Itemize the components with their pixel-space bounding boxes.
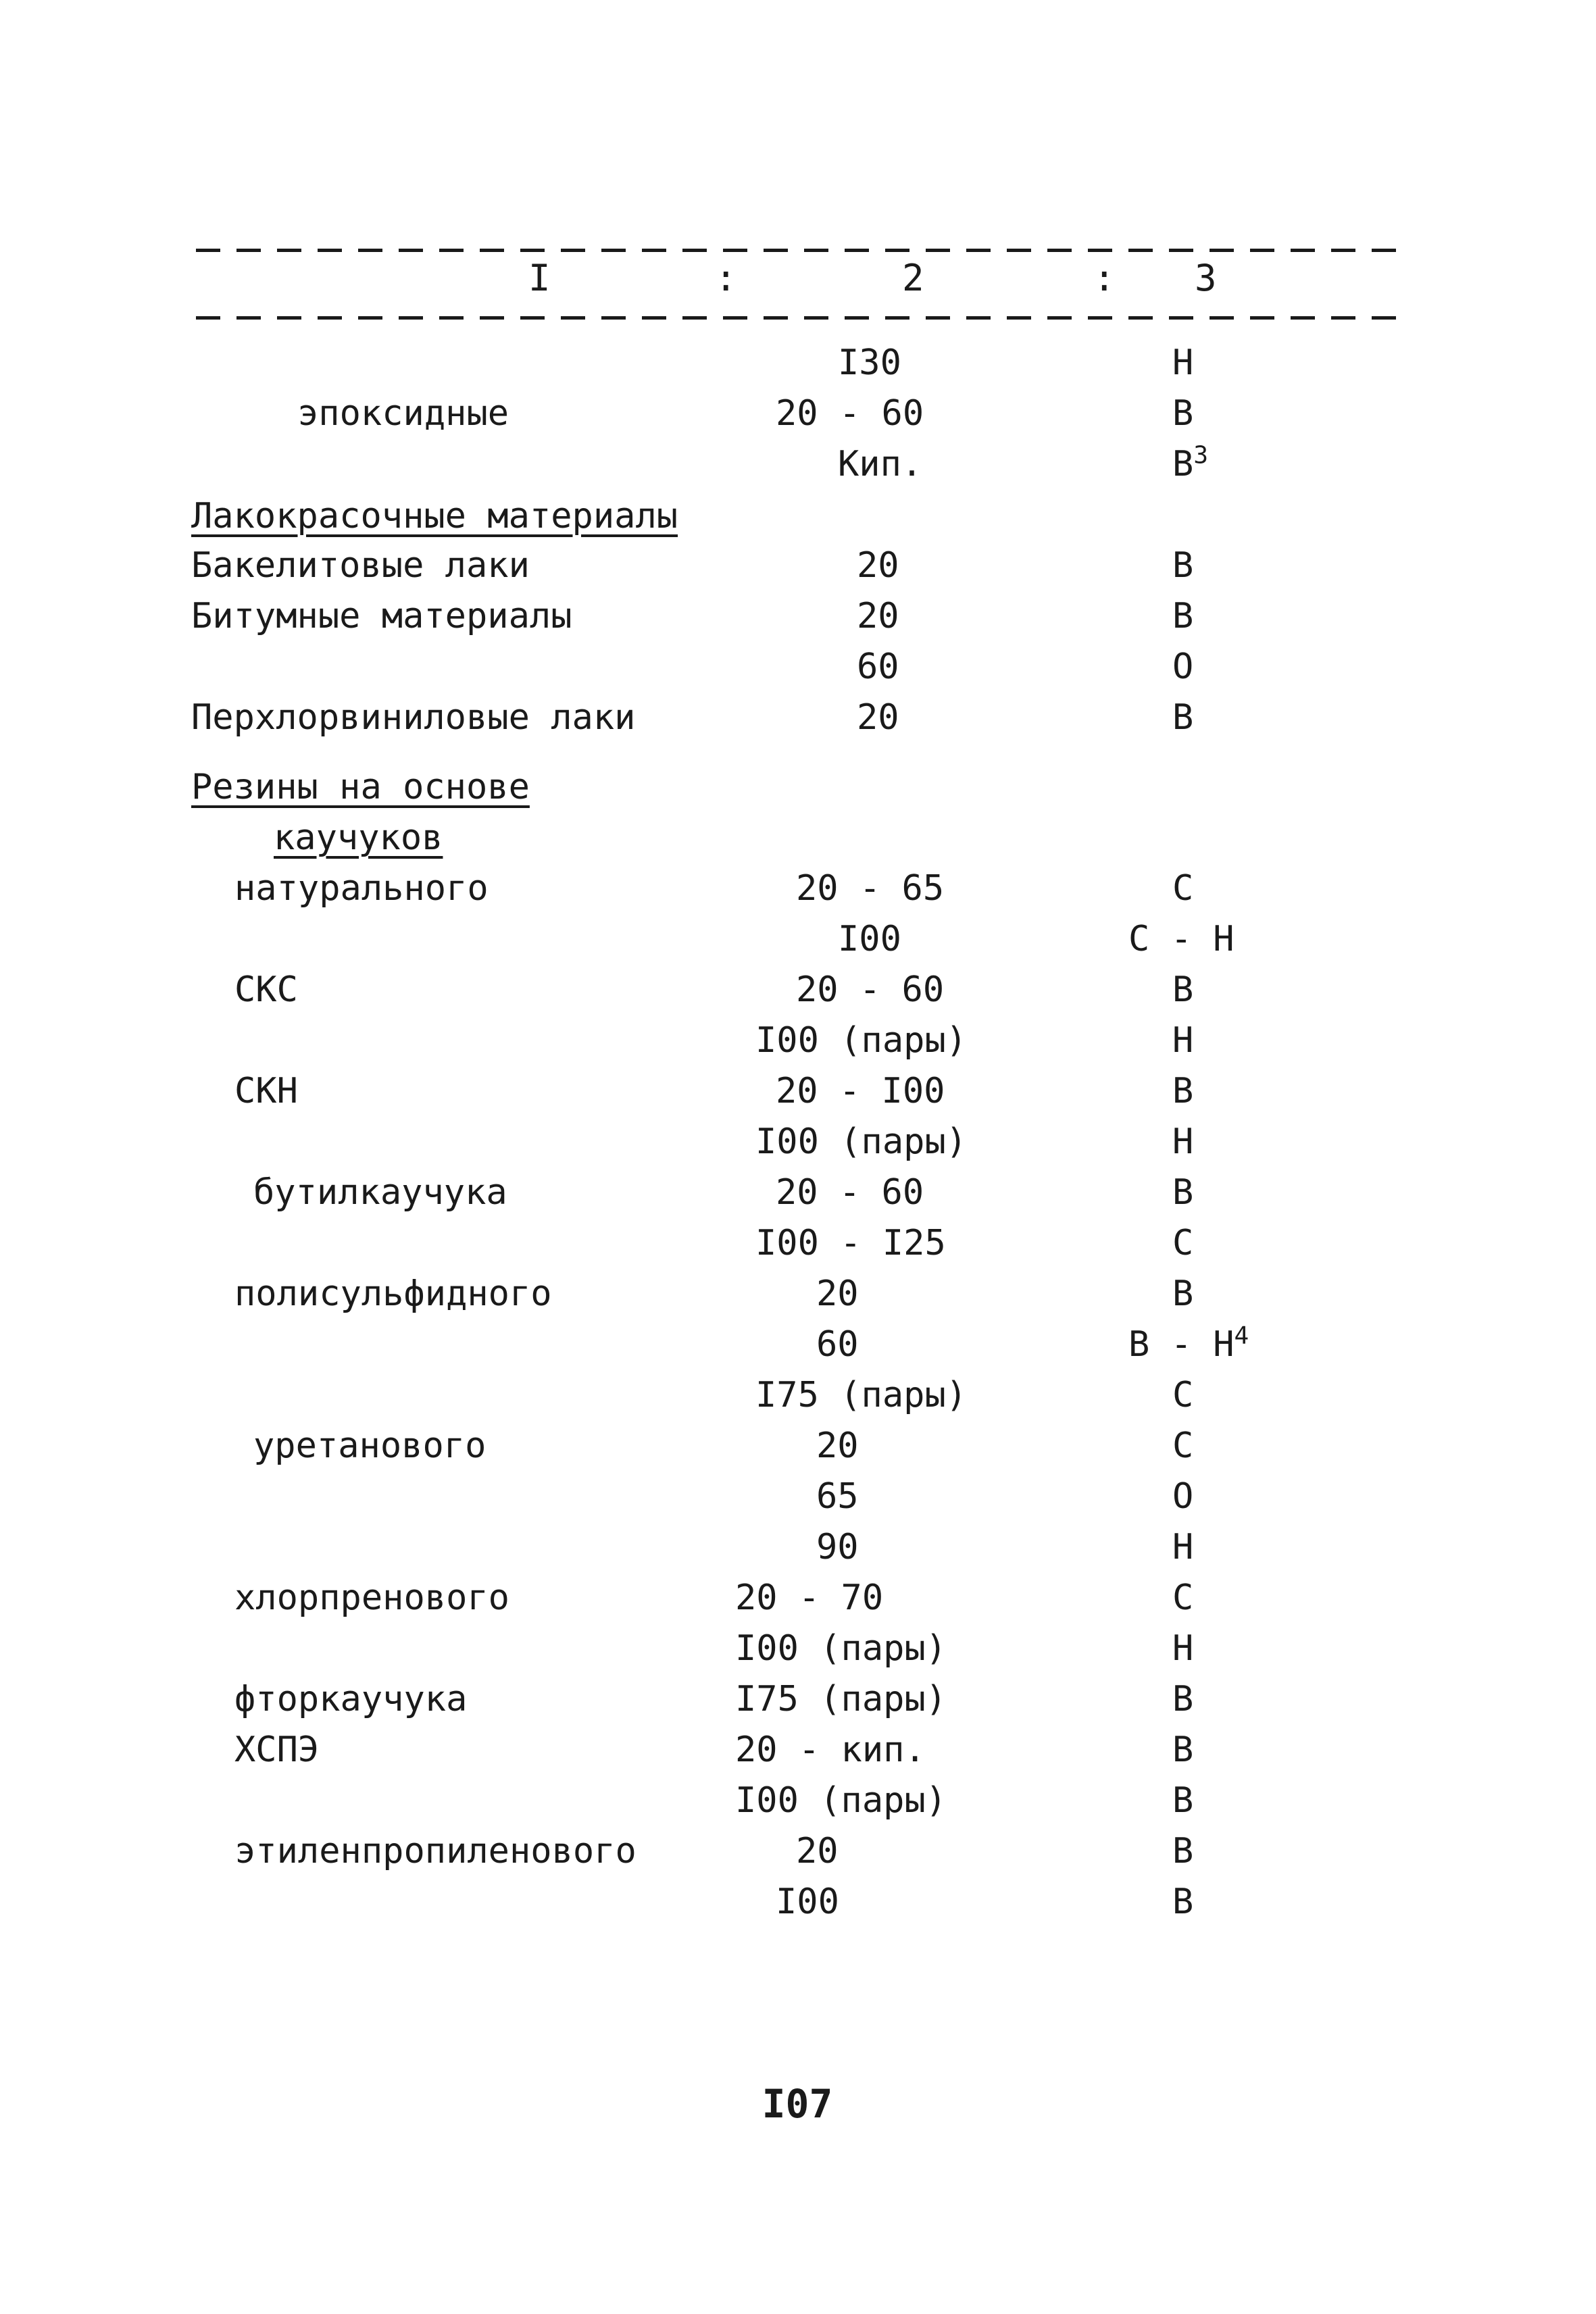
cell-rating-value: В — [1172, 1274, 1194, 1314]
table-row — [0, 491, 1596, 542]
cell-rating-value: С — [1172, 1426, 1194, 1466]
table-row — [0, 338, 1596, 388]
cell-temperature: 20 — [816, 1274, 859, 1314]
cell-rating — [1172, 1421, 1375, 1472]
cell-rating-value: С - Н — [1128, 919, 1235, 959]
cell-rating-value: В — [1172, 393, 1194, 434]
cell-temperature: 20 - I00 — [776, 1071, 945, 1111]
cell-rating-value: В — [1172, 1882, 1194, 1922]
cell-material: СКС — [234, 970, 298, 1010]
cell-material: этиленпропиленового — [234, 1831, 637, 1871]
table-row — [0, 439, 1596, 490]
cell-rating — [1172, 1725, 1375, 1776]
table-row — [0, 762, 1596, 813]
cell-material: Перхлорвиниловые лаки — [191, 697, 636, 738]
table-row — [0, 914, 1596, 965]
cell-rating — [1172, 388, 1375, 439]
cell-rating-value: Н — [1172, 1628, 1194, 1669]
cell-rating-value: С — [1172, 1375, 1194, 1415]
cell-temperature: I00 — [776, 1882, 839, 1922]
cell-rating-value: В — [1172, 596, 1194, 636]
cell-temperature: 20 - 65 — [796, 868, 945, 909]
cell-rating — [1172, 1015, 1375, 1066]
cell-temperature: 20 — [857, 697, 899, 738]
cell-rating — [1172, 591, 1375, 642]
cell-material: ХСПЭ — [234, 1730, 320, 1770]
table-row — [0, 1624, 1596, 1674]
cell-material: Резины на основе — [191, 767, 530, 807]
cell-temperature: 90 — [816, 1527, 859, 1567]
cell-rating — [1172, 1167, 1375, 1218]
table-row — [0, 1066, 1596, 1117]
cell-material: уретанового — [253, 1426, 487, 1466]
cell-rating — [1172, 965, 1375, 1015]
cell-rating-value: В — [1172, 1730, 1194, 1770]
cell-temperature: I00 (пары) — [735, 1780, 947, 1821]
table-row — [0, 1826, 1596, 1877]
cell-temperature: 20 — [857, 596, 899, 636]
table-row — [0, 388, 1596, 439]
table-row — [0, 1573, 1596, 1624]
cell-rating — [1172, 1522, 1375, 1573]
cell-material: бутилкаучука — [253, 1172, 507, 1213]
cell-rating — [1172, 1117, 1375, 1167]
table-row — [0, 1117, 1596, 1167]
table-row — [0, 965, 1596, 1015]
cell-temperature: I30 — [838, 343, 901, 383]
table-row — [0, 1269, 1596, 1319]
cell-temperature: I00 (пары) — [735, 1628, 947, 1669]
table-row — [0, 693, 1596, 743]
header-col1: I — [528, 257, 551, 299]
cell-rating — [1172, 1269, 1375, 1319]
table-row — [0, 540, 1596, 591]
table-row — [0, 1319, 1596, 1370]
table-row — [0, 1472, 1596, 1522]
cell-rating — [1172, 338, 1375, 388]
cell-rating-value: С — [1172, 1223, 1194, 1263]
cell-material: хлорпренового — [234, 1578, 509, 1618]
cell-temperature: I00 — [838, 919, 901, 959]
table-row — [0, 1370, 1596, 1421]
cell-material: каучуков — [274, 818, 443, 858]
cell-rating — [1172, 1826, 1375, 1877]
cell-temperature: I00 (пары) — [755, 1020, 968, 1061]
cell-temperature: 20 — [796, 1831, 839, 1871]
cell-rating — [1172, 1776, 1375, 1826]
cell-rating-value: В — [1172, 1831, 1194, 1871]
cell-rating — [1172, 439, 1375, 490]
cell-material: натурального — [234, 868, 489, 909]
table-row — [0, 591, 1596, 642]
cell-temperature: I75 (пары) — [755, 1375, 968, 1415]
header-top-rule — [196, 249, 1412, 252]
cell-rating-value: С — [1172, 868, 1194, 909]
cell-rating — [1172, 1066, 1375, 1117]
header-sep2: : — [1093, 257, 1116, 299]
cell-rating-value: В — [1172, 545, 1194, 586]
cell-rating-value: В — [1172, 697, 1194, 738]
cell-material: эпоксидные — [297, 393, 509, 434]
cell-rating-value: В — [1172, 1679, 1194, 1719]
cell-rating — [1172, 1218, 1375, 1269]
cell-rating — [1172, 1573, 1375, 1624]
table-row — [0, 1421, 1596, 1472]
page-number: I07 — [762, 2081, 833, 2127]
cell-rating-value: О — [1172, 1476, 1194, 1517]
cell-temperature: 65 — [816, 1476, 859, 1517]
cell-rating-value: В — [1172, 1071, 1194, 1111]
cell-temperature: 60 — [857, 647, 899, 687]
cell-rating — [1172, 1472, 1375, 1522]
cell-material: СКН — [234, 1071, 298, 1111]
table-row — [0, 642, 1596, 693]
table-row — [0, 1015, 1596, 1066]
cell-rating — [1172, 693, 1375, 743]
header-bottom-rule — [196, 316, 1399, 320]
table-row — [0, 1218, 1596, 1269]
cell-rating-value: В — [1172, 970, 1194, 1010]
cell-rating — [1172, 642, 1375, 693]
cell-rating — [1172, 863, 1375, 914]
cell-temperature: 60 — [816, 1324, 859, 1365]
cell-rating — [1172, 1624, 1375, 1674]
table-row — [0, 1725, 1596, 1776]
table-row — [0, 813, 1596, 863]
cell-rating-value: Н — [1172, 343, 1194, 383]
table-row — [0, 1776, 1596, 1826]
table-row — [0, 863, 1596, 914]
table-row — [0, 1674, 1596, 1725]
cell-temperature: 20 — [816, 1426, 859, 1466]
cell-material: Битумные материалы — [191, 596, 572, 636]
header-col2: 2 — [902, 257, 924, 299]
cell-rating-value: Н — [1172, 1020, 1194, 1061]
cell-temperature: I00 - I25 — [755, 1223, 946, 1263]
cell-rating — [1172, 1370, 1375, 1421]
cell-rating-value: В - Н — [1128, 1324, 1235, 1365]
cell-temperature: 20 - 70 — [735, 1578, 884, 1618]
cell-rating-value: С — [1172, 1578, 1194, 1618]
cell-material: фторкаучука — [234, 1679, 468, 1719]
header-sep1: : — [715, 257, 737, 299]
cell-rating-value: В — [1172, 1780, 1194, 1821]
cell-temperature: 20 - 60 — [776, 1172, 924, 1213]
cell-temperature: I00 (пары) — [755, 1122, 968, 1162]
header-col3: 3 — [1195, 257, 1217, 299]
cell-rating-value: В — [1172, 444, 1194, 484]
cell-rating-value: О — [1172, 647, 1194, 687]
footnote-marker: 4 — [1234, 1322, 1249, 1350]
cell-rating-value: Н — [1172, 1122, 1194, 1162]
cell-temperature: Кип. — [838, 444, 923, 484]
cell-rating — [1172, 1877, 1375, 1928]
footnote-marker: 3 — [1193, 441, 1208, 470]
cell-rating — [1128, 1319, 1331, 1370]
cell-temperature: 20 — [857, 545, 899, 586]
cell-temperature: 20 - 60 — [796, 970, 945, 1010]
cell-temperature: I75 (пары) — [735, 1679, 947, 1719]
table-row — [0, 1522, 1596, 1573]
cell-material: Лакокрасочные материалы — [191, 496, 678, 536]
cell-rating — [1128, 914, 1331, 965]
cell-rating-value: В — [1172, 1172, 1194, 1213]
cell-material: полисульфидного — [234, 1274, 552, 1314]
table-row — [0, 1877, 1596, 1928]
cell-rating — [1172, 540, 1375, 591]
cell-material: Бакелитовые лаки — [191, 545, 530, 586]
cell-rating-value: Н — [1172, 1527, 1194, 1567]
cell-rating — [1172, 1674, 1375, 1725]
cell-temperature: 20 - кип. — [735, 1730, 926, 1770]
cell-temperature: 20 - 60 — [776, 393, 924, 434]
table-row — [0, 1167, 1596, 1218]
